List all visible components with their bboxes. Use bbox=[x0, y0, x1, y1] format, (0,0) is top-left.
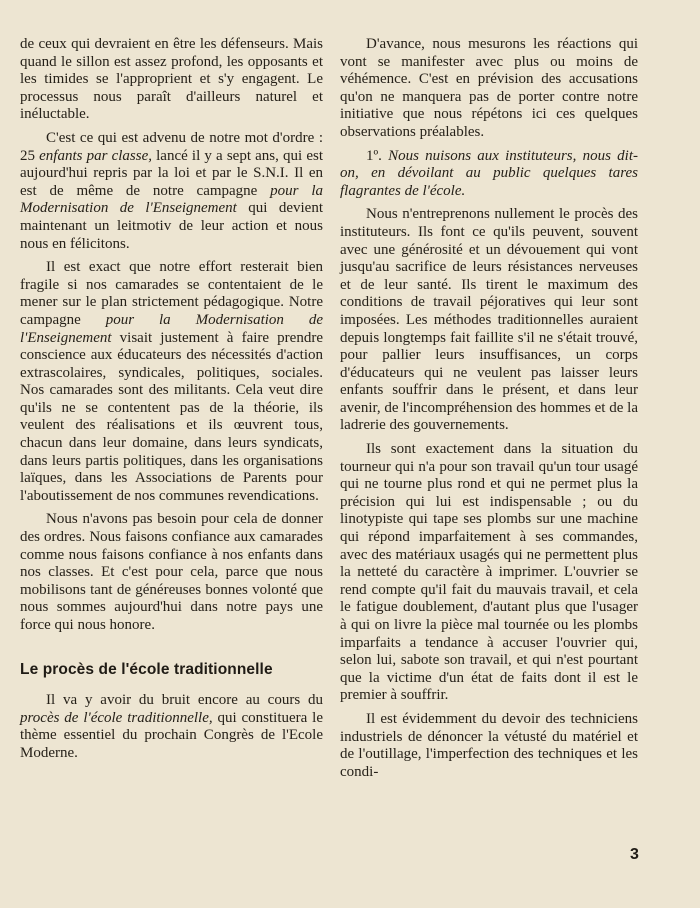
paragraph bbox=[340, 148, 638, 201]
paragraph: D'avance, nous mesurons les réactions qui vont se manifester avec plus ou moins de véhémence. C'est en prévision des accusations qu'on ne manquera pas de porter contre notre initiative que nous répétons ici ces quelques observations préalables. bbox=[340, 36, 638, 140]
right-column bbox=[340, 36, 638, 787]
paragraph bbox=[20, 259, 323, 505]
paragraph: Nous n'entreprenons nullement le procès des instituteurs. Ils font ce qu'ils peuvent, souvent avec une générosité et un dévouement qui vont jusqu'au sacrifice de leurs résistances nerveuses et de leur santé. Ils tirent le maximum des conditions de travail péjoratives qui leur sont imposées. Les méthodes traditionnelles auraient depuis longtemps fait faillite s'il ne s'était trouvé, pour pallier leurs insuffisances, un corps d'éducateurs qui ne veulent pas laisser leurs enfants souffrir dans le présent, et dans leur avenir, de l'incompréhension des hommes et de la ladrerie des gouvernements. bbox=[340, 206, 638, 434]
italic-text: procès de l'école traditionnelle, bbox=[20, 709, 213, 726]
text-run: 1º. bbox=[366, 147, 389, 164]
text-run: Il va y avoir du bruit encore au cours du bbox=[46, 692, 323, 709]
text-run: visait justement à faire prendre conscience aux éducateurs des nécessités d'action extrascolaires, syndicales, politiques, sociales. Nos camarades sont des militants. Cela veut dire qu'ils ne se contentent pas de la théorie, ils veulent des réalisations et ils œuvrent tous, chacun dans leur domaine, dans leurs syndicats, dans leurs partis politiques, dans les organisations laïques, dans les Associations de Parents pour l'aboutissement de nos communes revendications. bbox=[20, 329, 323, 504]
paragraph: Ils sont exactement dans la situation du tourneur qui n'a pour son travail qu'un tour usagé qui ne tourne plus rond et qui ne permet plus la précision qui lui est indispensable ; ou du linotypiste qui tape ses plombs sur une machine qui répond imparfaitement à ses commandes, avec des matériaux usagés qui ne permettent plus la netteté du caractère à imprimer. L'ouvrier se rend compte qu'il fait du mauvais travail, et cela le fatigue doublement, d'autant plus que l'usager à qui on livre la pièce mal tournée ou les plombs imparfaits a tendance à accuser l'ouvrier qui, selon lui, sabote son travail, et qui n'est pourtant que la victime d'un état de faits dont il est le premier à souffrir. bbox=[340, 441, 638, 704]
text-run: C'est ce qui est advenu de notre mot d'ordre : 25 bbox=[20, 129, 323, 164]
italic-text: enfants par classe, bbox=[39, 147, 152, 164]
paragraph: Nous n'avons pas besoin pour cela de donner des ordres. Nous faisons confiance aux camarades comme nous faisons confiance à nos enfants dans nos classes. Et c'est pour cela, parce que nous mobilisons tant de généreuses bonnes volonté que nous sommes aujourd'hui dans notre pays une force qui nous honore. bbox=[20, 511, 323, 633]
paragraph: Il est évidemment du devoir des techniciens industriels de dénoncer la vétusté du matériel et de l'outillage, l'imperfection des techniques et les condi- bbox=[340, 710, 638, 780]
page-number: 3 bbox=[630, 846, 639, 863]
section-heading: Le procès de l'école traditionnelle bbox=[20, 660, 273, 678]
text-run: Il est exact que notre effort resterait bien fragile si nos camarades se contentaient de le mener sur le plan strictement pédagogique. Notre campagne bbox=[20, 259, 323, 328]
italic-text: pour la Modernisation de l'Enseignement bbox=[20, 311, 323, 346]
left-column bbox=[20, 36, 323, 775]
paragraph bbox=[20, 692, 323, 762]
text-run: lancé il y a sept ans, qui est aujourd'hui repris par la loi et par le S.N.I. Il en est de même de notre campagne bbox=[20, 147, 323, 199]
text-run: qui constituera le thème essentiel du prochain Congrès de l'Ecole Moderne. bbox=[20, 709, 323, 761]
text-run: qui devient maintenant un leitmotiv de leur action et nous nous en félicitons. bbox=[20, 200, 323, 252]
paragraph bbox=[20, 130, 323, 253]
italic-text: Nous nuisons aux instituteurs, nous dit-on, en dévoilant au public quelques tares flagrantes de l'école. bbox=[340, 147, 638, 199]
italic-text: pour la Modernisation de l'Enseignement bbox=[20, 182, 323, 217]
paragraph: de ceux qui devraient en être les défenseurs. Mais quand le sillon est assez profond, les opposants et les timides se l'approprient et s'y engagent. Le processus nous paraît d'ailleurs naturel et inéluctable. bbox=[20, 36, 323, 123]
